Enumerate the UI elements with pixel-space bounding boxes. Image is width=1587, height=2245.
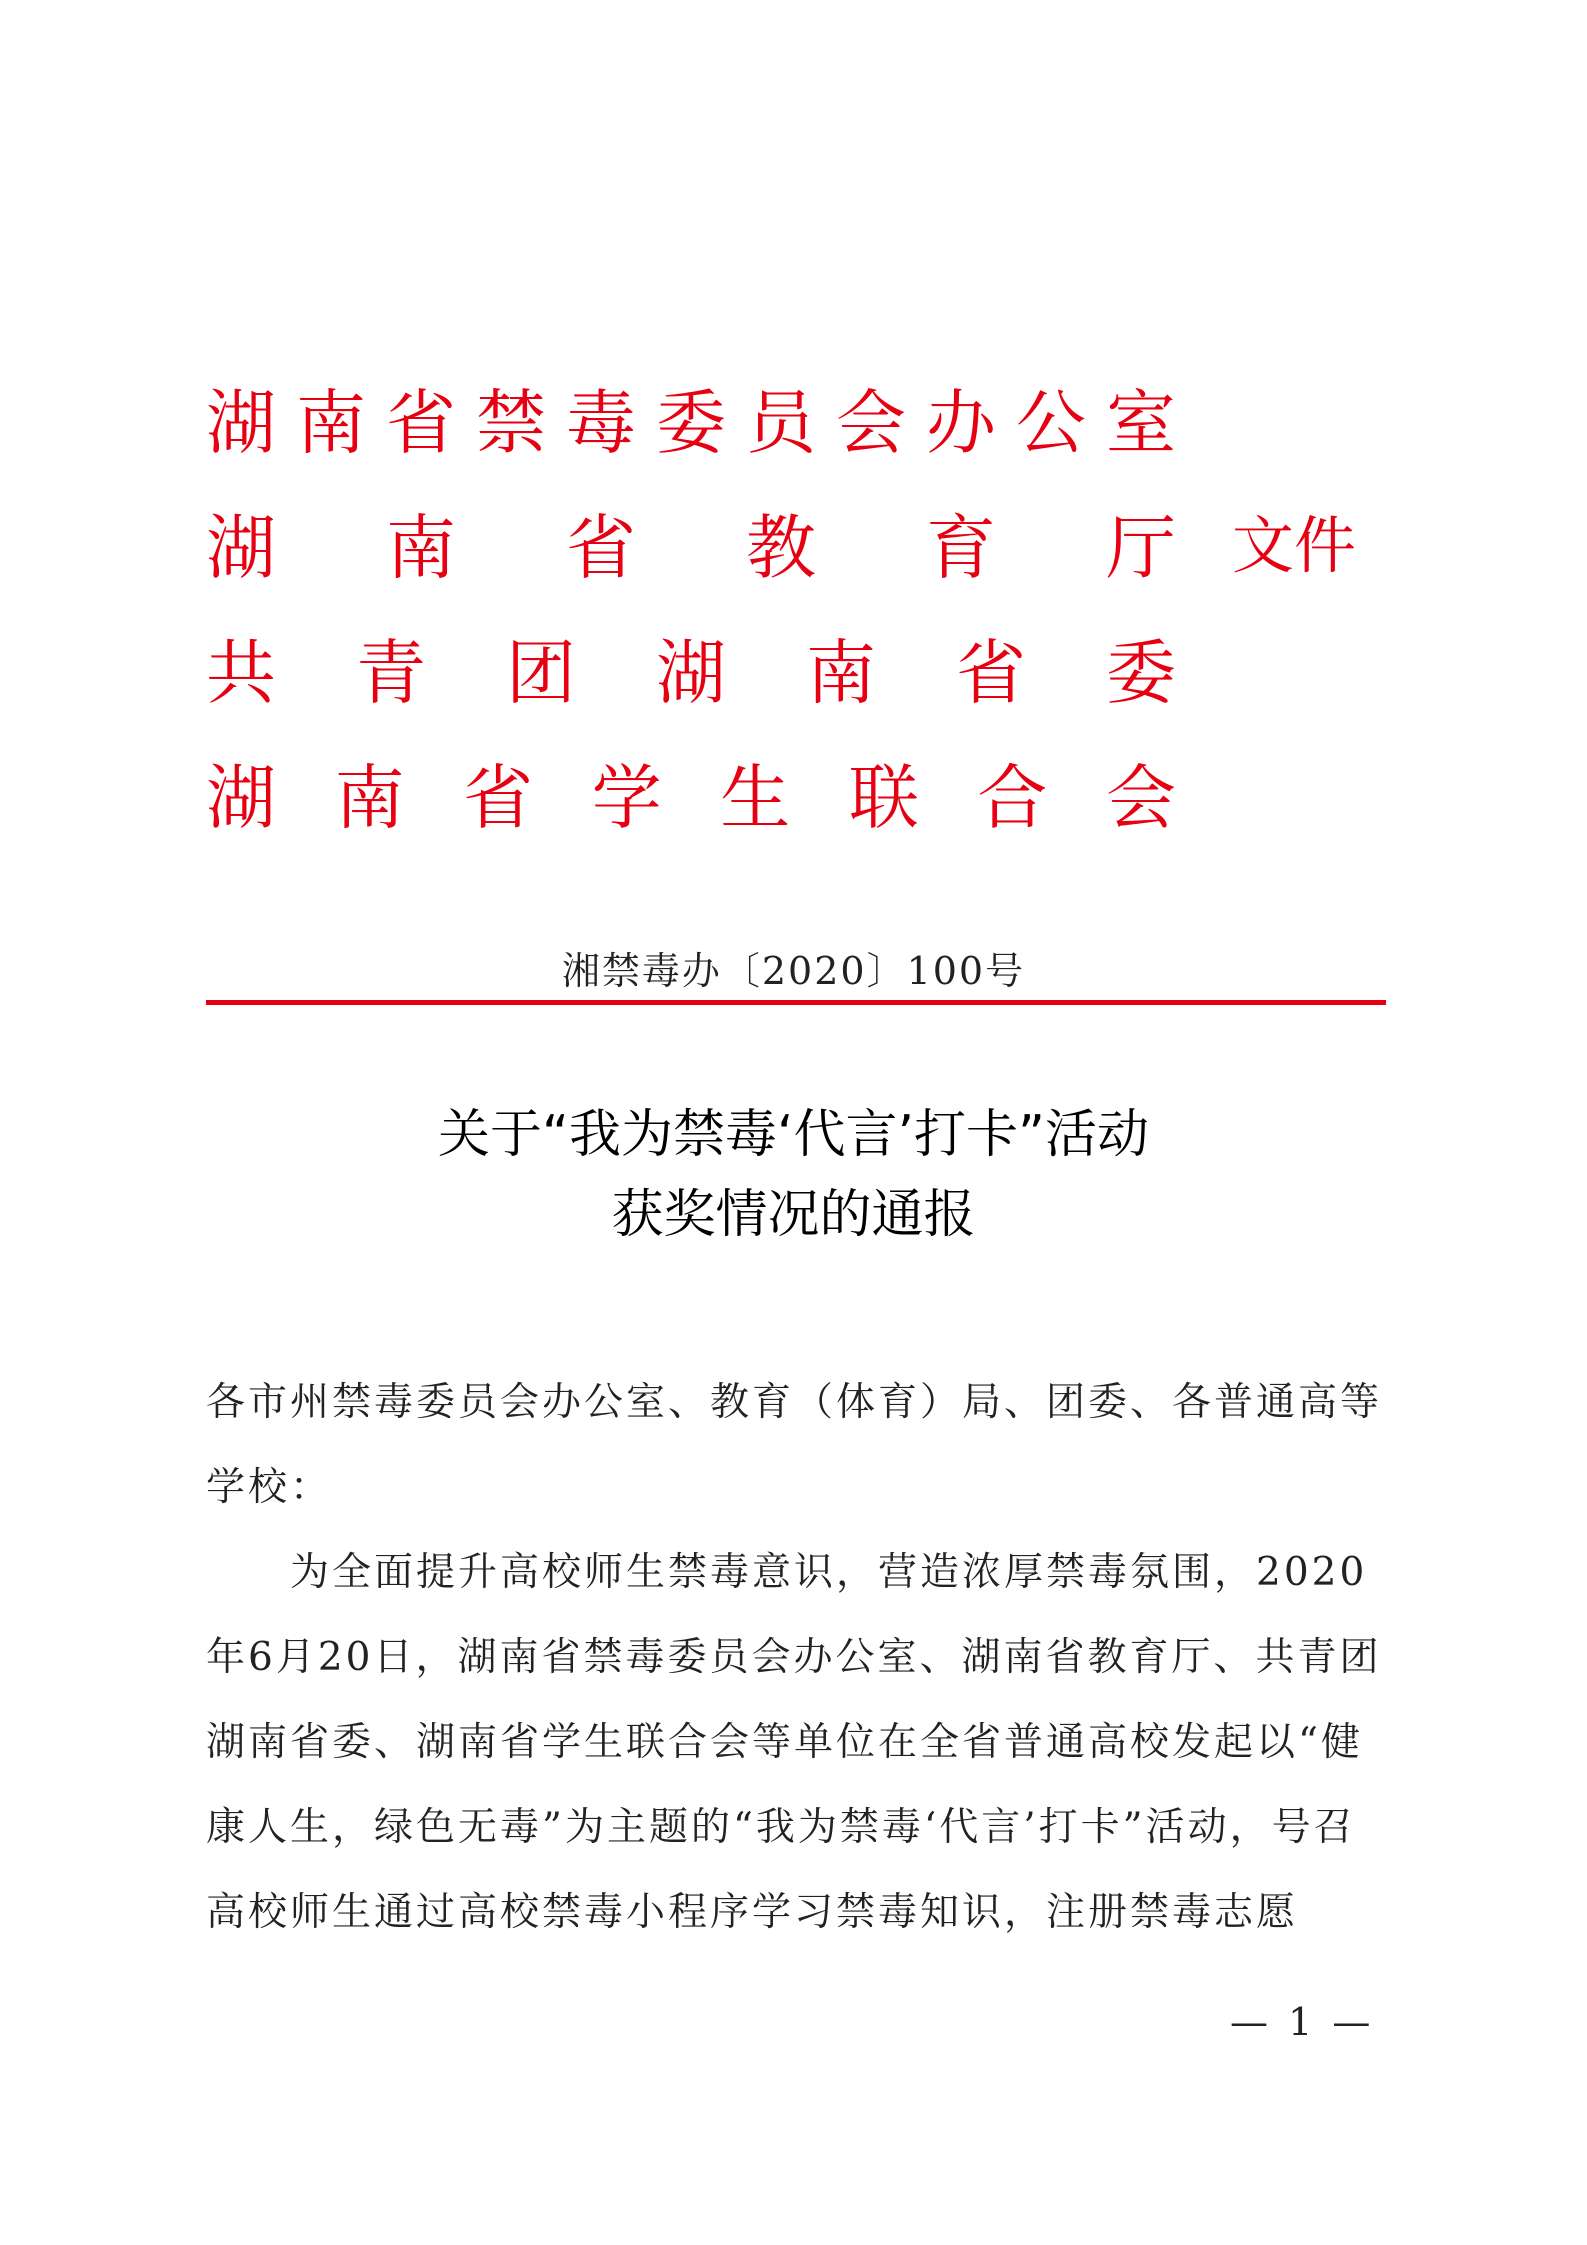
issuer-char: 合 [977,756,1048,839]
issuer-char: 南 [334,756,405,839]
issuer-char: 会 [836,381,906,464]
title-line-2: 获奖情况的通报 [611,1185,976,1245]
issuer-line-2 [206,485,1176,610]
issuer-char: 省 [566,506,636,589]
issuer-char: 教 [746,506,816,589]
issuer-char: 湖 [206,756,276,839]
document-title [0,1095,1587,1255]
issuer-char: 会 [1105,756,1176,839]
issuer-char: 省 [386,381,456,464]
issuer-char: 员 [746,381,816,464]
issuer-char: 南 [806,631,876,714]
issuer-line-1 [206,360,1176,485]
issuer-char: 湖 [206,506,276,589]
issuer-char: 湖 [206,381,276,464]
issuer-char: 湖 [656,631,726,714]
issuer-char: 生 [720,756,791,839]
page-number: — 1 — [1230,2000,1375,2044]
issuer-char: 团 [506,631,576,714]
issuer-char: 办 [926,381,996,464]
issuer-char: 育 [926,506,996,589]
issuer-char: 室 [1106,381,1176,464]
issuer-char: 省 [956,631,1026,714]
issuer-line-3 [206,610,1176,735]
issuer-char: 厅 [1106,506,1176,589]
issuer-char: 省 [463,756,534,839]
document-suffix: 文件 [1232,509,1357,582]
red-divider-line [206,1000,1386,1005]
issuer-char: 南 [296,381,366,464]
issuer-char: 共 [206,631,276,714]
issuer-line-4 [206,735,1176,860]
issuer-char: 毒 [566,381,636,464]
issuer-char: 公 [1016,381,1086,464]
issuer-char: 青 [356,631,426,714]
body-paragraph: 为全面提升高校师生禁毒意识，营造浓厚禁毒氛围，2020年6月20日，湖南省禁毒委员会办公室、湖南省教育厅、共青团湖南省委、湖南省学生联合会等单位在全省普通高校发起以“健康人生，绿色无毒”为主题的“我为禁毒‘代言’打卡”活动，号召高校师生通过高校禁毒小程序学习禁毒知识，注册禁毒志愿 [206,1550,1382,1935]
title-line-1: 关于“我为禁毒‘代言’打卡”活动 [438,1105,1149,1165]
issuer-char: 学 [591,756,662,839]
salutation: 各市州禁毒委员会办公室、教育（体育）局、团委、各普通高等学校： [206,1380,1383,1510]
issuer-char: 委 [1106,631,1176,714]
issuer-char: 禁 [476,381,546,464]
issuer-char: 委 [656,381,726,464]
issuer-block [206,360,1176,860]
issuer-char: 南 [386,506,456,589]
document-body [206,1360,1386,1955]
document-number: 湘禁毒办〔2020〕100号 [561,949,1026,993]
issuer-char: 联 [848,756,919,839]
